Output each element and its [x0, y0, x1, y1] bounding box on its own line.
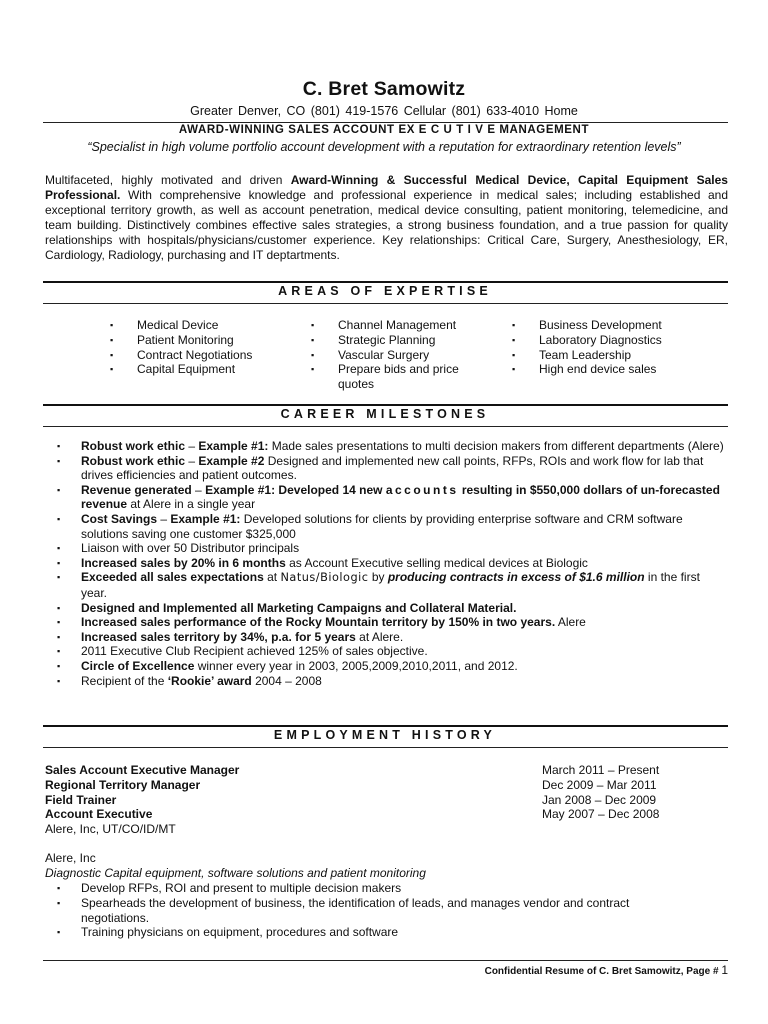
milestones-section-title: CAREER MILESTONES	[280, 407, 490, 421]
list-item: ▪ Patient Monitoring	[110, 333, 280, 348]
expertise-column-3	[512, 318, 712, 377]
page-footer	[485, 963, 728, 977]
employment-top-rule	[43, 725, 728, 727]
summary-text-2: With comprehensive knowledge and professional experience in medical sales; including established and exceptional territory growth, as well as account penetration, medical device consulting, patient monitoring, telemedicine, and team building. Distinctively combines effective sales strategies, a strong business foundation, and a true passion for quality relationships with hospitals/physicians/customer experience. Key relationships: Critical Care, Surgery, Anesthesiology, ER, Cardiology, Radiology, purchasing and IT deptartments.	[45, 187, 728, 262]
list-item: ▪ Spearheads the development of business, the identification of leads, and manages vendor and contract negotiations.	[57, 896, 697, 926]
footer-text: Confidential Resume of C. Bret Samowitz, Page #	[484, 966, 722, 977]
job-title: Regional Territory Manager	[45, 777, 201, 792]
list-item: ▪ Medical Device	[110, 318, 280, 333]
milestones-list	[57, 439, 729, 688]
list-item: ▪ Laboratory Diagnostics	[512, 333, 712, 348]
list-item: ▪ Robust work ethic – Example #2 Designed and implemented new call points, RFPs, ROIs and work flow for lab that drives efficiencies and patient outcomes.	[57, 454, 729, 483]
job-dates	[542, 763, 659, 822]
list-item: ▪ Business Development	[512, 318, 712, 333]
company-description: Diagnostic Capital equipment, software solutions and patient monitoring	[45, 865, 426, 880]
expertise-column-2	[311, 318, 481, 392]
job-date-range: May 2007 – Dec 2008	[542, 807, 660, 822]
list-item: ▪ Contract Negotiations	[110, 348, 280, 363]
summary-highlight: Award-Winning & Successful Medical Device, Capital Equipment Sales Professional.	[45, 173, 728, 202]
job-date-range: March 2011 – Present	[542, 763, 660, 777]
job-date-range: Jan 2008 – Dec 2009	[542, 792, 657, 807]
list-item: ▪ Strategic Planning	[311, 333, 481, 348]
list-item: ▪ Exceeded all sales expectations at Natus/Biologic by producing contracts in excess of $1.6 million in the first year.	[57, 570, 729, 600]
expertise-top-rule	[43, 281, 728, 283]
list-item: ▪ Revenue generated – Example #1: Developed 14 new accounts resulting in $550,000 dollars of un-forecasted revenue at Alere in a single year	[57, 483, 729, 512]
list-item: ▪ Team Leadership	[512, 348, 712, 363]
expertise-section-title: AREAS OF EXPERTISE	[278, 284, 492, 298]
list-item: ▪ Training physicians on equipment, procedures and software	[57, 925, 697, 940]
list-item: ▪ Prepare bids and price quotes	[311, 362, 481, 392]
duties-list	[57, 881, 697, 940]
header-divider	[43, 122, 728, 123]
job-title: Sales Account Executive Manager	[45, 763, 240, 777]
job-date-range: Dec 2009 – Mar 2011	[542, 777, 657, 792]
list-item: ▪ High end device sales	[512, 362, 712, 377]
expertise-column-1	[110, 318, 280, 377]
list-item: ▪ Increased sales territory by 34%, p.a. for 5 years at Alere.	[57, 630, 729, 645]
milestones-bottom-rule	[43, 426, 728, 427]
list-item: ▪ Increased sales by 20% in 6 months as Account Executive selling medical devices at Biologic	[57, 556, 729, 571]
employment-section-title: EMPLOYMENT HISTORY	[273, 728, 497, 742]
contact-line: Greater Denver, CO (801) 419-1576 Cellular (801) 633-4010 Home	[190, 104, 578, 118]
list-item: ▪ Channel Management	[311, 318, 481, 333]
milestones-top-rule	[43, 404, 728, 406]
headline-banner: AWARD-WINNING SALES ACCOUNT EX E C U T I V E MANAGEMENT	[178, 124, 590, 136]
job-titles	[45, 763, 239, 837]
tagline: “Specialist in high volume portfolio account development with a reputation for extraordinary retention levels”	[87, 140, 681, 154]
job-location: Alere, Inc, UT/CO/ID/MT	[45, 822, 176, 837]
list-item: ▪ Develop RFPs, ROI and present to multiple decision makers	[57, 881, 697, 896]
list-item: ▪ Increased sales performance of the Rocky Mountain territory by 150% in two years. Alere	[57, 615, 729, 630]
employment-bottom-rule	[43, 747, 728, 748]
job-title: Field Trainer	[45, 792, 117, 807]
professional-summary	[45, 173, 728, 262]
list-item: ▪ Cost Savings – Example #1: Developed solutions for clients by providing enterprise software and CRM software solutions saving one customer $325,000	[57, 512, 729, 541]
company-block	[45, 851, 426, 881]
list-item: ▪ Recipient of the ‘Rookie’ award 2004 – 2008	[57, 674, 729, 689]
list-item: ▪ Circle of Excellence winner every year in 2003, 2005,2009,2010,2011, and 2012.	[57, 659, 729, 674]
footer-rule	[43, 960, 728, 961]
summary-text-1: Multifaceted, highly motivated and driven	[45, 173, 291, 187]
candidate-name: C. Bret Samowitz	[302, 78, 466, 100]
list-item: ▪ Liaison with over 50 Distributor principals	[57, 541, 729, 556]
expertise-bottom-rule	[43, 303, 728, 304]
job-title: Account Executive	[45, 807, 153, 822]
list-item: ▪ Designed and Implemented all Marketing Campaigns and Collateral Material.	[57, 601, 729, 616]
list-item: ▪ Robust work ethic – Example #1: Made sales presentations to multi decision makers from different departments (Alere)	[57, 439, 729, 454]
list-item: ▪ 2011 Executive Club Recipient achieved 125% of sales objective.	[57, 644, 729, 659]
page-number: 1	[721, 963, 728, 977]
list-item: ▪ Capital Equipment	[110, 362, 280, 377]
company-name: Alere, Inc	[45, 851, 96, 865]
list-item: ▪ Vascular Surgery	[311, 348, 481, 363]
